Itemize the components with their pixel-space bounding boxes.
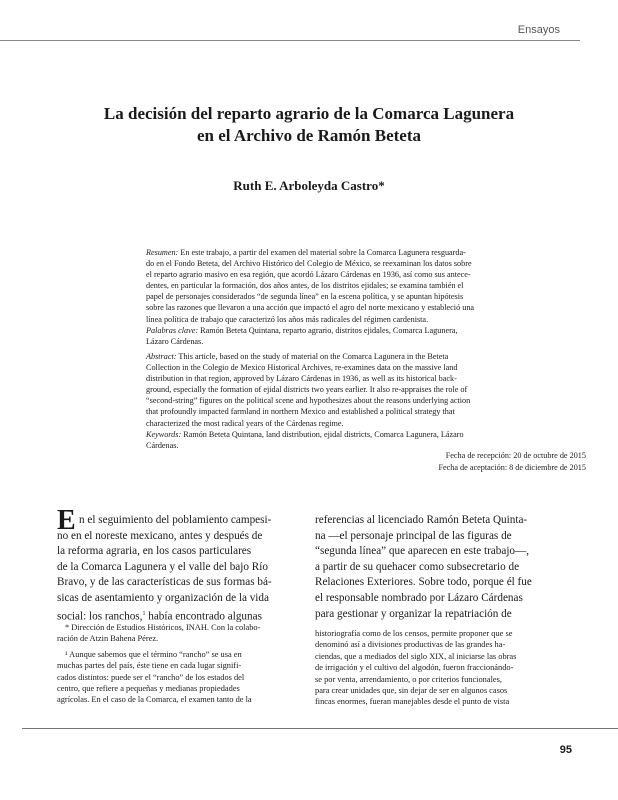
- body-line: n el seguimiento del poblamiento campesi-: [79, 514, 272, 526]
- footnote-line: centro, que refiere a pequeñas y medianas propiedades: [57, 684, 240, 694]
- footnotes-left: [57, 622, 307, 706]
- footnote-line: denominó así a divisiones productivas de las grandes ha-: [315, 640, 506, 650]
- abstract-line: sobre las razones que llevaron a una acción que impactó el agro del norte mexicano y estableció una: [146, 303, 475, 313]
- keywords-label: Keywords:: [146, 429, 182, 439]
- body-line: na —el personaje principal de las figuras de: [315, 529, 512, 542]
- abstract-label: Resumen:: [146, 248, 179, 257]
- abstract-line: Collection in the Colegio de Mexico Historical Archives, re-examines data on the massive land: [146, 363, 458, 373]
- abstract-line: distribution in that region, approved by Lázaro Cárdenas in 1936, as well as its historical back-: [146, 374, 457, 384]
- abstract-line: “second-string” figures on the political scene and hypothesizes about the reasons underlying action: [146, 396, 471, 406]
- abstract-line: Abstract: This article, based on the study of material on the Comarca Lagunera in the Beteta: [146, 352, 449, 361]
- body-column-left: [57, 505, 307, 625]
- abstract-line: el reparto agrario masivo en esa región, que acordó Lázaro Cárdenas en 1936, así como sus antece-: [146, 270, 471, 280]
- abstract-line: papel de personajes considerados “de segunda línea” en la escena política, y se apuntan hipótesis: [146, 292, 464, 302]
- abstract-line: Resumen: En este trabajo, a partir del examen del material sobre la Comarca Lagunera resguarda-: [146, 248, 466, 257]
- body-line: el responsable nombrado por Lázaro Cárdenas: [315, 591, 523, 604]
- title-line-2: en el Archivo de Ramón Beteta: [197, 126, 421, 145]
- article-title: [40, 103, 578, 147]
- footnote-line: muchas partes del país, éste tiene en cada lugar signifi-: [57, 661, 242, 671]
- page-number: 95: [559, 744, 572, 756]
- abstract-label: Abstract:: [146, 352, 177, 361]
- footnote-affiliation: ración de Atzin Bahena Pérez.: [57, 634, 159, 644]
- footnote-line: historiografía como de los censos, permite proponer que se: [315, 629, 513, 638]
- footnote-line: para crear unidades que, sin dejar de ser en algunos casos: [315, 686, 508, 696]
- abstract-line: línea política de trabajo que caracterizó los años más radicales del régimen cardenista.: [146, 314, 429, 324]
- body-line: Relaciones Exteriores. Sobre todo, porque él fue: [315, 576, 532, 589]
- drop-cap: E: [57, 505, 76, 536]
- abstract-english: [146, 351, 586, 451]
- footer-rule: [22, 728, 618, 729]
- footnote-line: ciendas, que a mediados del siglo XIX, al iniciarse las obras: [315, 651, 517, 661]
- header-rule: [0, 40, 580, 41]
- footnote-line: fincas enormes, fueran manejables desde el punto de vista: [315, 697, 510, 707]
- body-line: sicas de asentamiento y organización de la vida: [57, 591, 269, 604]
- body-column-right: [315, 513, 555, 622]
- keywords-line: Cárdenas.: [146, 440, 179, 450]
- abstract-line: do en el Fondo Beteta, del Archivo Histórico del Colegio de México, se reexaminan los datos sobre: [146, 259, 472, 269]
- keywords-line: Palabras clave: Ramón Beteta Quintana, reparto agrario, distritos ejidales, Comarca Lagunera,: [146, 325, 458, 335]
- body-line: a partir de su quehacer como subsecretario de: [315, 560, 520, 573]
- footnote-line: se por venta, arrendamiento, o por criterios funcionales,: [315, 674, 502, 684]
- abstract-line: ground, especially the formation of ejidal districts two years earlier. It also re-appraises the role of: [146, 385, 468, 395]
- abstract-line: dentes, en particular la formación, dos años antes, de los distritos ejidales; se examina también el: [146, 281, 464, 291]
- keywords-line: Lázaro Cárdenas.: [146, 336, 204, 346]
- accepted-date: Fecha de aceptación: 8 de diciembre de 2015: [438, 463, 586, 472]
- abstract-line: that profoundly impacted farmland in northern Mexico and established a political strategy that: [146, 407, 455, 417]
- footnote-line: agrícolas. En el caso de la Comarca, el examen tanto de la: [57, 695, 252, 705]
- body-line: para gestionar y organizar la repatriación de: [315, 607, 512, 620]
- abstract-line: characterized the most radical years of the Cárdenas regime.: [146, 418, 344, 428]
- title-line-1: La decisión del reparto agrario de la Comarca Lagunera: [103, 104, 515, 123]
- body-line: social: los ranchos,$^1$ había encontrado algunas: [57, 610, 262, 623]
- body-line: de la Comarca Lagunera y el valle del bajo Río: [57, 560, 268, 573]
- footnote-line: de irrigación y el cultivo del algodón, fueron fraccionándo-: [315, 663, 514, 673]
- footnotes-right: [315, 628, 555, 708]
- body-line: “segunda línea” que aparecen en este trabajo—,: [315, 545, 530, 558]
- author-name: Ruth E. Arboleyda Castro*: [233, 178, 385, 193]
- footnote-line: ¹ Aunque sabemos que el término “rancho” se usa en: [65, 649, 242, 659]
- body-line: la reforma agraria, en los casos particulares: [57, 545, 252, 558]
- keywords-line: Keywords: Ramón Beteta Quintana, land distribution, ejidal districts, Comarca Lagunera, Lázaro: [146, 429, 464, 439]
- body-line: referencias al licenciado Ramón Beteta Quinta-: [315, 514, 528, 526]
- body-line: no en el noreste mexicano, antes y después de: [57, 529, 263, 542]
- footnote-ref[interactable]: 1: [142, 610, 146, 617]
- footnote-line: cados distintos: puede ser el “rancho” de los estados del: [57, 672, 245, 682]
- section-label: Ensayos: [517, 24, 560, 36]
- footnote-affiliation: * Dirección de Estudios Históricos, INAH. Con la colabo-: [65, 623, 261, 632]
- received-date: Fecha de recepción: 20 de octubre de 2015: [445, 451, 586, 460]
- keywords-label: Palabras clave:: [146, 325, 199, 335]
- body-line: Bravo, y de las características de sus formas bá-: [57, 576, 272, 589]
- abstract-spanish: [146, 247, 586, 347]
